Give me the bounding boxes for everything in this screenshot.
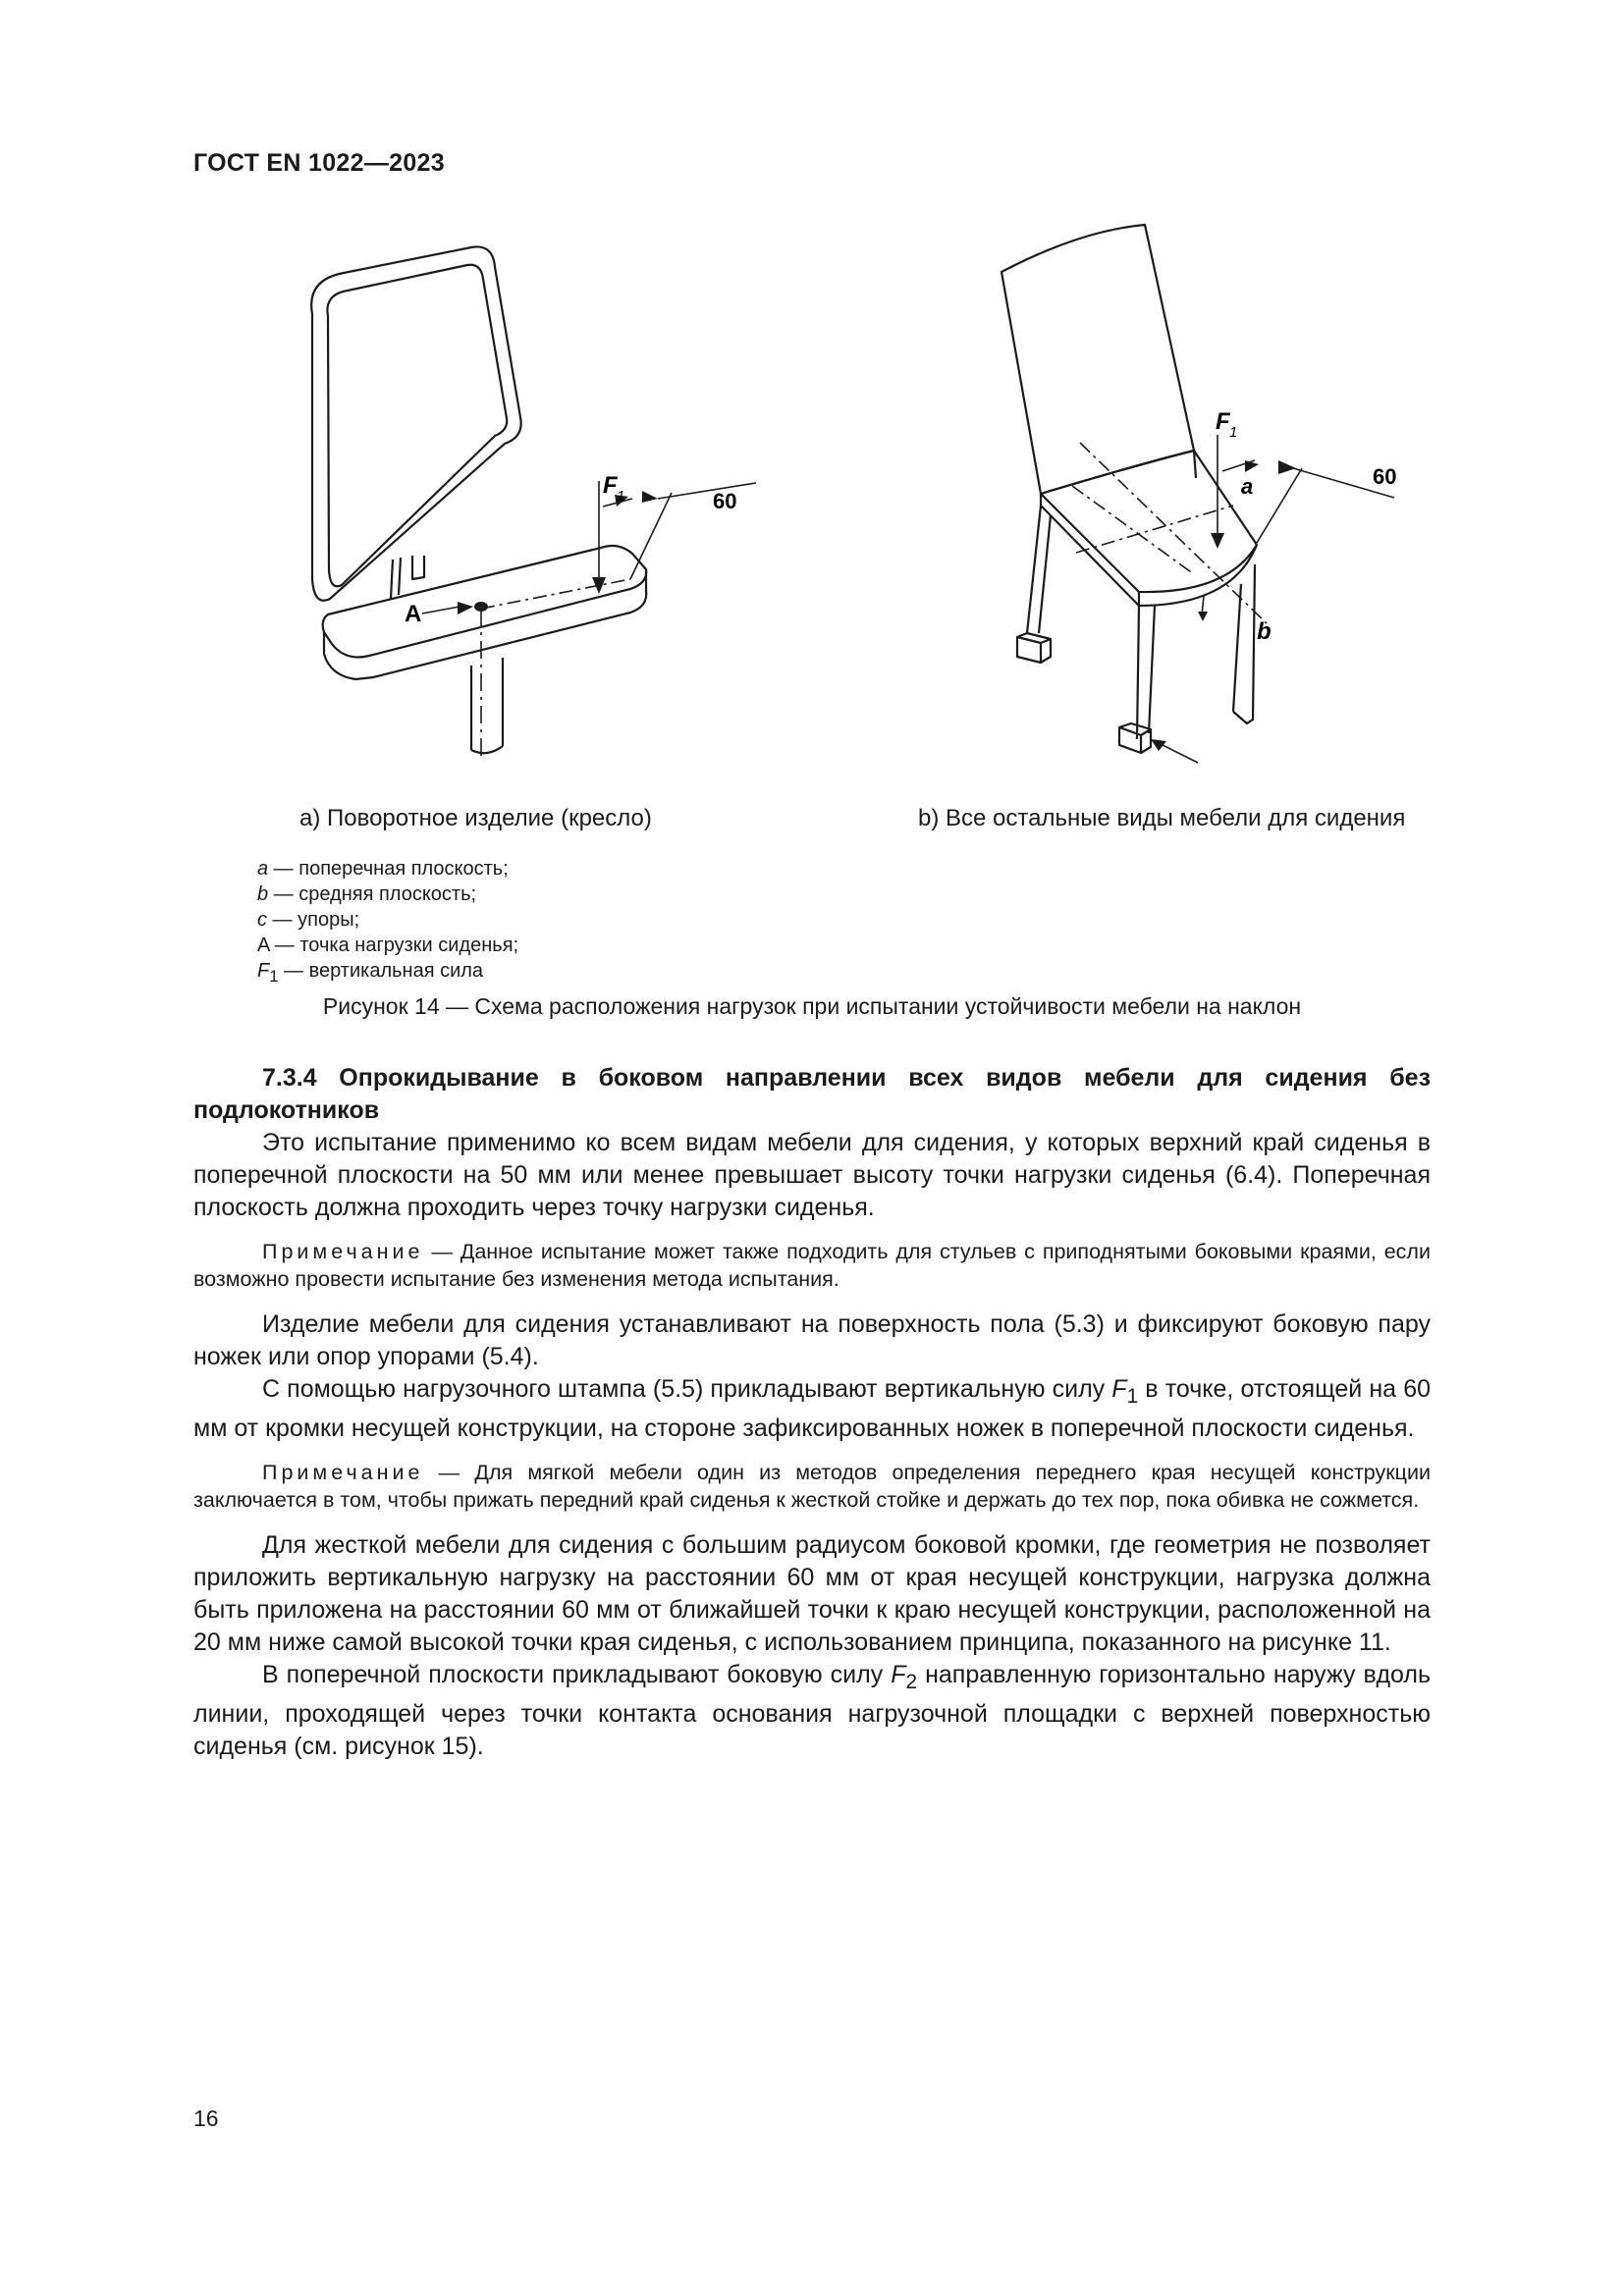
figure-a-label: a) Поворотное изделие (кресло) <box>299 805 652 831</box>
note-label: Примечание <box>262 1461 424 1484</box>
paragraph: Изделие мебели для сидения устанавливают на поверхность пола (5.3) и фиксируют боковую пару ножек или опор упорами (5.4). <box>193 1310 1431 1370</box>
paragraph: С помощью нагрузочного штампа (5.5) прикладывают вертикальную силу $F_1$ в точке, отстоящей на 60 мм от кромки несущей конструкции, на стороне зафиксированных ножек в поперечной плоскости сиденья. <box>193 1375 1431 1442</box>
force-f1-label: F <box>1216 408 1230 435</box>
figure-legend <box>257 856 518 989</box>
page-number: 16 <box>193 2106 219 2131</box>
paragraph: Для жесткой мебели для сидения с большим радиусом боковой кромки, где геометрия не позволяет приложить вертикальную нагрузку на расстоянии 60 мм от края несущей конструкции, нагрузка должна быть приложена на расстоянии 60 мм от ближайшей точки к краю несущей конструкции, расположенной на 20 мм ниже самой высокой точки края сиденья, с использованием принципа, показанного на рисунке 11. <box>193 1531 1431 1656</box>
document-header: ГОСТ EN 1022—2023 <box>193 149 445 177</box>
plane-a-label: a <box>1241 474 1254 499</box>
figure-a-swivel-chair <box>285 236 776 785</box>
distance-60-label: 60 <box>1373 464 1397 489</box>
chair-seat-top <box>1041 451 1257 592</box>
note: Примечание — Данное испытание может также подходить для стульев с приподнятыми боковыми краями, если возможно провести испытание без изменения метода испытания. <box>193 1240 1431 1291</box>
chair-backrest-inner <box>327 265 507 587</box>
force-f1-subscript: 1 <box>617 488 625 505</box>
note: Примечание — Для мягкой мебели один из методов определения переднего края несущей конструкции заключается в том, чтобы прижать передний край сиденья к жесткой стойке и держать до тех пор, пока обивка не сожмется. <box>193 1461 1431 1512</box>
legend-item: A — точка нагрузки сиденья; <box>257 934 519 956</box>
chair-leg-front-left <box>1137 606 1155 739</box>
paragraph: В поперечной плоскости прикладывают боковую силу $F_2$ направленную горизонтально наружу вдоль линии, проходящей через точки контакта основания нагрузочной площадки с верхней поверхностью сиденья (см. рисунок 15). <box>193 1661 1431 1760</box>
figure-caption: Рисунок 14 — Схема расположения нагрузок при испытании устойчивости мебели на наклон <box>322 993 1302 1019</box>
chair-leg-back-left <box>1027 506 1051 633</box>
note-label: Примечание <box>262 1240 424 1263</box>
plane-b-label: b <box>1257 618 1272 645</box>
stop-block-2 <box>1119 723 1151 753</box>
chair-backrest-outer <box>311 246 520 600</box>
figure-b-other-seating <box>962 221 1473 790</box>
legend-item: $F_1$ — вертикальная сила <box>257 960 484 986</box>
section-body <box>193 1062 1431 1763</box>
chair-column <box>471 658 503 753</box>
distance-60-label: 60 <box>713 489 737 513</box>
load-point-a-label: A <box>405 601 422 627</box>
legend-item: b — средняя плоскость; <box>257 883 477 905</box>
chair-leg-front-right <box>1233 564 1255 723</box>
chair-back <box>1001 225 1194 494</box>
force-f1-label: F <box>603 472 618 499</box>
chair-seat-front-edge <box>1041 494 1257 606</box>
paragraph: Это испытание применимо ко всем видам мебели для сидения, у которых верхний край сиденья в поперечной плоскости на 50 мм или менее превышает высоту точки нагрузки сиденья (6.4). Поперечная плоскость должна проходить через точку нагрузки сиденья. <box>193 1129 1431 1221</box>
legend-item: a — поперечная плоскость; <box>257 858 509 880</box>
force-f1-subscript: 1 <box>1229 424 1238 441</box>
stop-block-1 <box>1017 633 1051 663</box>
legend-item: c — упоры; <box>257 909 360 931</box>
section-title: 7.3.4 Опрокидывание в боковом направлении всех видов мебели для сидения без подлокотников <box>193 1064 1431 1124</box>
figure-b-label: b) Все остальные виды мебели для сидения <box>918 805 1406 831</box>
